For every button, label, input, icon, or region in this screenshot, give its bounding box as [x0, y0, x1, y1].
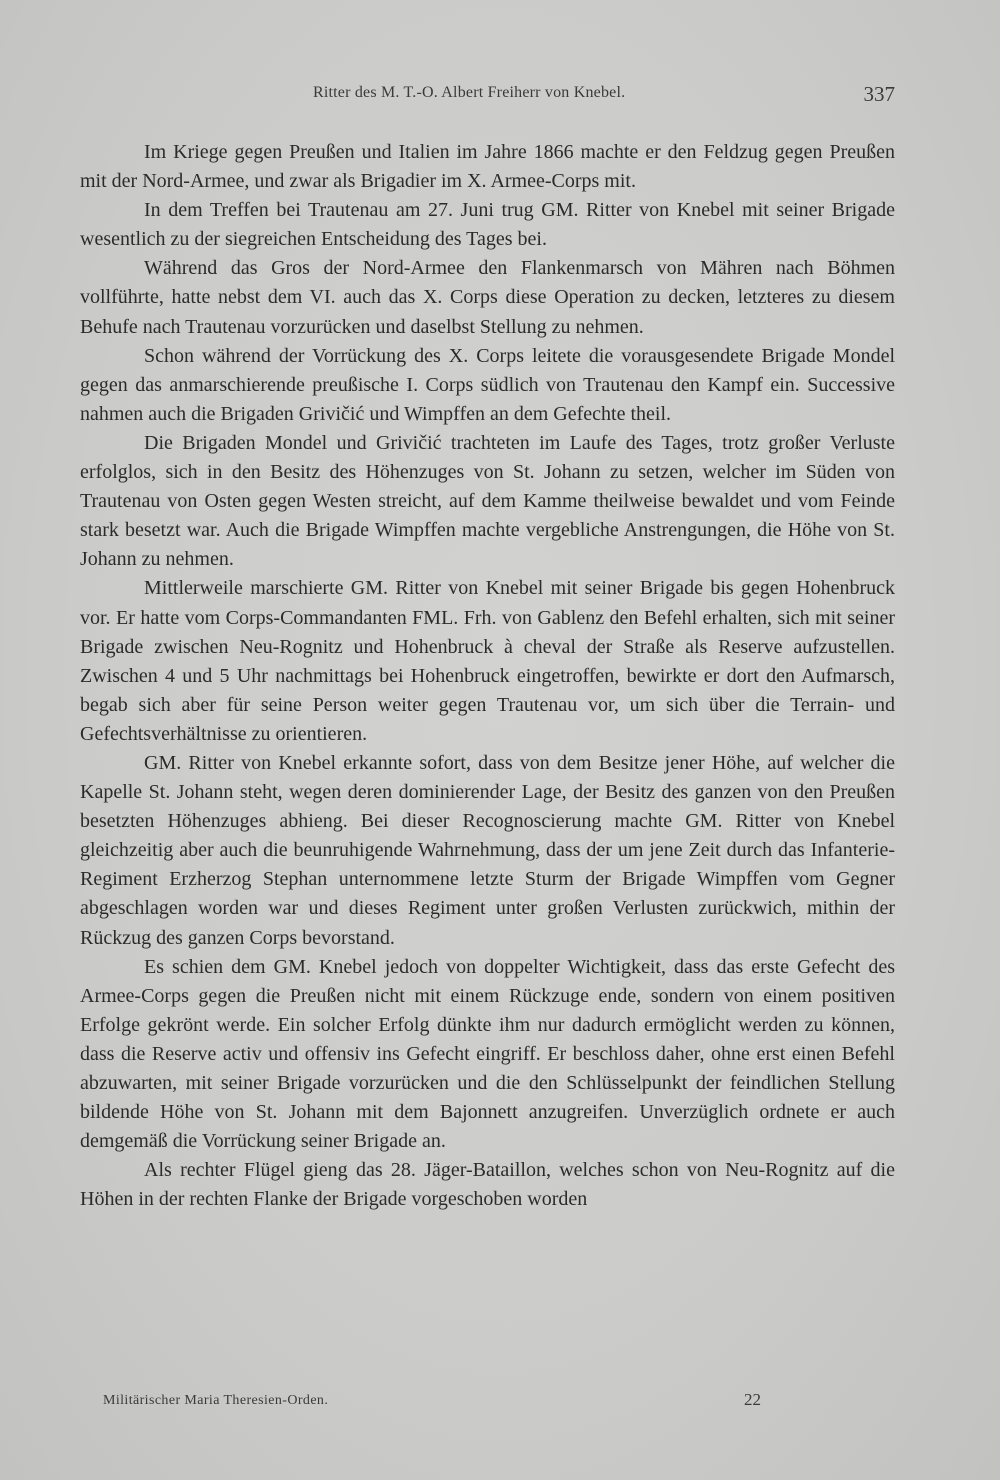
paragraph: Mittlerweile marschierte GM. Ritter von Knebel mit seiner Brigade bis gegen Hohenbruck vor. Er hatte vom Corps-Commandanten FML. Frh. von Gablenz den Befehl erhalten, sich mit seiner Brigade zwischen Neu-Rognitz und Hohenbruck à cheval der Straße als Reserve aufzustellen. Zwischen 4 und 5 Uhr nachmittags bei Hohenbruck eingetroffen, bewirkte er dort den Aufmarsch, begab sich aber für seine Person weiter gegen Trautenau vor, um sich über die Terrain- und Gefechtsverhältnisse zu orientieren.	[80, 577, 895, 745]
page-number: 337	[863, 82, 895, 106]
paragraph: Während das Gros der Nord-Armee den Flankenmarsch von Mähren nach Böhmen vollführte, hatte nebst dem VI. auch das X. Corps diese Operation zu decken, letzteres zu diesem Behufe nach Trautenau vorzurücken und daselbst Stellung zu nehmen.	[80, 257, 895, 338]
running-title: Ritter des M. T.-O. Albert Freiherr von Knebel.	[313, 84, 626, 101]
paragraph: In dem Treffen bei Trautenau am 27. Juni trug GM. Ritter von Knebel mit seiner Brigade wesentlich zu der siegreichen Entscheidung des Tages bei.	[80, 199, 895, 251]
footer-title: Militärischer Maria Theresien-Orden.	[103, 1393, 329, 1408]
paragraph: Als rechter Flügel gieng das 28. Jäger-Bataillon, welches schon von Neu-Rognitz auf die Höhen in der rechten Flanke der Brigade vorgeschoben worden	[80, 1159, 895, 1211]
paragraph: GM. Ritter von Knebel erkannte sofort, dass von dem Besitze jener Höhe, auf welcher die Kapelle St. Johann steht, wegen deren dominierender Lage, der Besitz des ganzen von den Preußen besetzten Höhenzuges abhieng. Bei dieser Recognoscierung machte GM. Ritter von Knebel gleichzeitig aber auch die beunruhigende Wahrnehmung, dass der um jene Zeit durch das Infanterie-Regiment Erzherzog Stephan unternommene letzte Sturm der Brigade Wimpffen vom Gegner abgeschlagen worden war und dieses Regiment unter großen Verlusten zurückwich, mithin der Rückzug des ganzen Corps bevorstand.	[80, 751, 895, 949]
signature-mark: 22	[744, 1390, 761, 1409]
paragraph: Schon während der Vorrückung des X. Corps leitete die vorausgesendete Brigade Mondel gegen das anmarschierende preußische I. Corps südlich von Trautenau den Kampf ein. Successive nahmen auch die Brigaden Grivičić und Wimpffen an dem Gefechte theil.	[80, 344, 895, 425]
paragraph: Es schien dem GM. Knebel jedoch von doppelter Wichtigkeit, dass das erste Gefecht des Armee-Corps gegen die Preußen nicht mit einem Rückzuge ende, sondern von einem positiven Erfolge gekrönt werde. Ein solcher Erfolg dünkte ihm nur dadurch ermöglicht werden zu können, dass die Reserve activ und offensiv ins Gefecht eingriff. Er beschloss daher, ohne erst einen Befehl abzuwarten, mit seiner Brigade vorzurücken und die den Schlüsselpunkt der feindlichen Stellung bildende Höhe von St. Johann mit dem Bajonnett anzugreifen. Unverzüglich ordnete er auch demgemäß die Vorrückung seiner Brigade an.	[80, 955, 895, 1153]
page-footer	[103, 1390, 803, 1417]
body-text	[80, 138, 895, 1214]
paragraph: Die Brigaden Mondel und Grivičić trachteten im Laufe des Tages, trotz großer Verluste erfolglos, sich in den Besitz des Höhenzuges von St. Johann zu setzen, welcher im Süden von Trautenau von Osten gegen Westen streicht, auf dem Kamme theilweise bewaldet und vom Feinde stark besetzt war. Auch die Brigade Wimpffen machte vergebliche Anstrengungen, die Höhe von St. Johann zu nehmen.	[80, 431, 895, 571]
page-header	[80, 84, 895, 114]
paragraph: Im Kriege gegen Preußen und Italien im Jahre 1866 machte er den Feldzug gegen Preußen mit der Nord-Armee, und zwar als Brigadier im X. Armee-Corps mit.	[80, 141, 895, 193]
